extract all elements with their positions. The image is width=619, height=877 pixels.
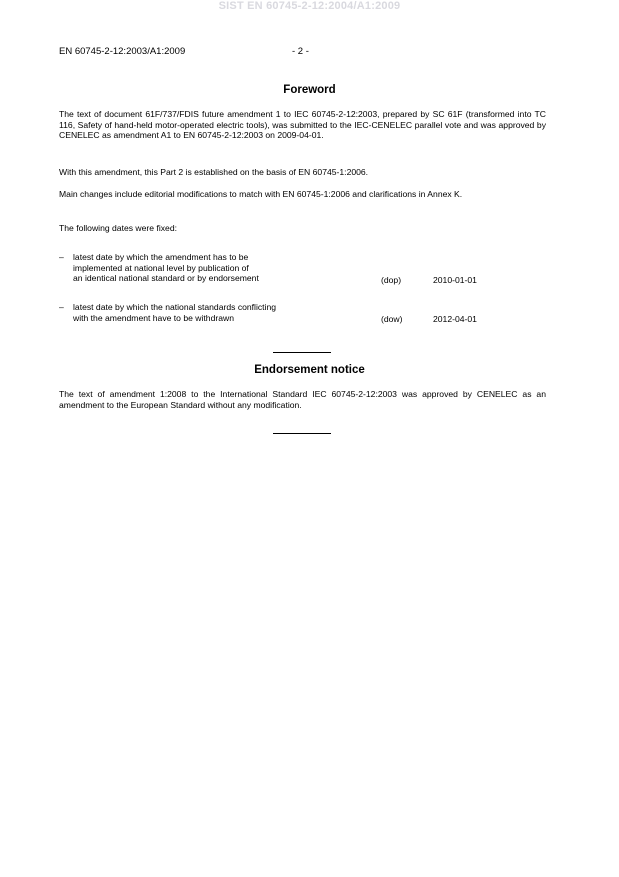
date-abbreviation: (dop) xyxy=(381,275,402,285)
date-item-text xyxy=(73,302,276,323)
endorsement-paragraph: The text of amendment 1:2008 to the International Standard IEC 60745-2-12:2003 was approved by CENELEC as an amendment to the European Standard without any modification. xyxy=(59,389,546,410)
foreword-title: Foreword xyxy=(283,84,336,96)
list-dash: – xyxy=(59,252,64,262)
foreword-paragraph-3: Main changes include editorial modifications to match with EN 60745-1:2006 and clarifications in Annex K. xyxy=(59,189,463,199)
endorsement-title: Endorsement notice xyxy=(254,364,365,376)
document-reference: EN 60745-2-12:2003/A1:2009 xyxy=(59,46,186,57)
date-item-line: with the amendment have to be withdrawn xyxy=(73,312,234,323)
date-item-line: latest date by which the amendment has to be xyxy=(73,252,249,262)
foreword-paragraph-2: With this amendment, this Part 2 is established on the basis of EN 60745-1:2006. xyxy=(59,167,369,177)
end-divider xyxy=(273,433,331,434)
section-divider xyxy=(273,352,331,353)
date-value: 2012-04-01 xyxy=(433,314,477,324)
foreword-paragraph-4: The following dates were fixed: xyxy=(59,223,177,233)
date-item-line: latest date by which the national standards conflicting xyxy=(73,302,277,312)
page-number: - 2 - xyxy=(292,46,309,57)
foreword-paragraph-1: The text of document 61F/737/FDIS future amendment 1 to IEC 60745-2-12:2003, prepared by SC 61F (transformed into TC 116, Safety of hand-held motor-operated electric tools), was submitted to the IEC-CENELEC parallel vote and was approved by CENELEC as amendment A1 to EN 60745-2-12:2003 on 2009-04-01. xyxy=(59,109,546,140)
date-item-text xyxy=(73,252,259,284)
date-value: 2010-01-01 xyxy=(433,275,477,285)
date-item-line: an identical national standard or by endorsement xyxy=(73,273,259,283)
date-item-line: implemented at national level by publication of xyxy=(73,262,249,273)
date-abbreviation: (dow) xyxy=(381,314,403,324)
list-dash: – xyxy=(59,302,64,312)
watermark: SIST EN 60745-2-12:2004/A1:2009 xyxy=(218,0,401,12)
